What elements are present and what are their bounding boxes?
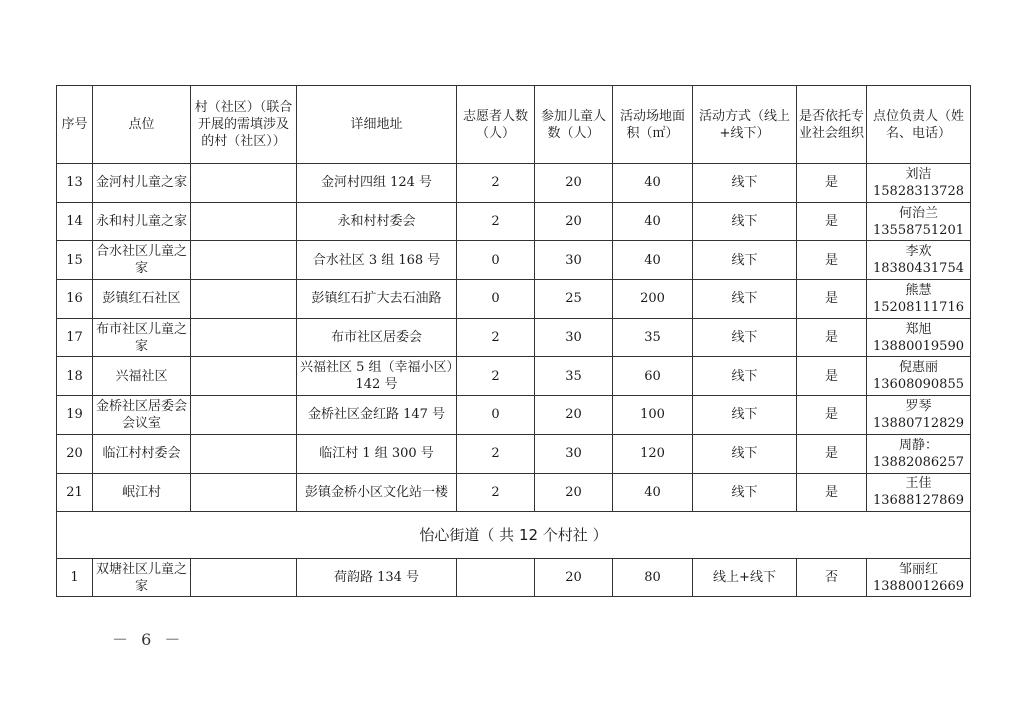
cell-address: 合水社区 3 组 168 号 <box>297 241 457 280</box>
table-row <box>57 241 971 280</box>
cell-volunteers: 2 <box>457 318 535 357</box>
cell-owner <box>867 318 971 357</box>
cell-volunteers: 2 <box>457 164 535 203</box>
cell-children: 35 <box>535 357 613 396</box>
cell-address: 布市社区居委会 <box>297 318 457 357</box>
cell-org: 是 <box>797 473 867 512</box>
owner-phone: 13880012669 <box>873 578 964 594</box>
cell-site: 合水社区儿童之家 <box>93 241 191 280</box>
owner-phone: 15828313728 <box>873 183 964 199</box>
cell-site: 永和村儿童之家 <box>93 202 191 241</box>
cell-volunteers: 2 <box>457 357 535 396</box>
cell-children: 30 <box>535 434 613 473</box>
cell-address: 荷韵路 134 号 <box>297 559 457 597</box>
header-owner: 点位负责人（姓名、电话） <box>867 86 971 164</box>
cell-site: 彭镇红石社区 <box>93 280 191 319</box>
cell-mode: 线下 <box>693 434 797 473</box>
cell-seq: 14 <box>57 202 93 241</box>
cell-site: 金河村儿童之家 <box>93 164 191 203</box>
cell-village <box>191 202 297 241</box>
cell-volunteers: 0 <box>457 396 535 435</box>
owner-phone: 13880712829 <box>873 415 964 431</box>
cell-village <box>191 241 297 280</box>
cell-address: 兴福社区 5 组（幸福小区）142 号 <box>297 357 457 396</box>
header-mode: 活动方式（线上+线下） <box>693 86 797 164</box>
cell-address: 永和村村委会 <box>297 202 457 241</box>
cell-site: 兴福社区 <box>93 357 191 396</box>
header-area: 活动场地面积（㎡） <box>613 86 693 164</box>
cell-owner <box>867 164 971 203</box>
cell-mode: 线下 <box>693 202 797 241</box>
table-row <box>57 164 971 203</box>
cell-owner <box>867 473 971 512</box>
cell-seq: 19 <box>57 396 93 435</box>
cell-children: 25 <box>535 280 613 319</box>
cell-children: 20 <box>535 164 613 203</box>
section-title: 怡心街道（ 共 12 个村社 ） <box>57 512 971 559</box>
table-row <box>57 434 971 473</box>
cell-seq: 20 <box>57 434 93 473</box>
cell-volunteers: 2 <box>457 434 535 473</box>
section-row <box>57 512 971 559</box>
owner-name: 何治兰 <box>898 205 938 221</box>
cell-seq: 16 <box>57 280 93 319</box>
cell-seq: 15 <box>57 241 93 280</box>
cell-children: 30 <box>535 318 613 357</box>
cell-mode: 线上+线下 <box>693 559 797 597</box>
cell-owner <box>867 434 971 473</box>
cell-org: 是 <box>797 280 867 319</box>
cell-mode: 线下 <box>693 396 797 435</box>
cell-volunteers: 0 <box>457 280 535 319</box>
cell-volunteers: 2 <box>457 202 535 241</box>
cell-volunteers: 0 <box>457 241 535 280</box>
cell-owner <box>867 357 971 396</box>
cell-seq: 21 <box>57 473 93 512</box>
data-table <box>56 85 971 597</box>
cell-mode: 线下 <box>693 357 797 396</box>
cell-mode: 线下 <box>693 318 797 357</box>
cell-seq: 18 <box>57 357 93 396</box>
owner-phone: 13558751201 <box>873 222 964 238</box>
cell-area: 100 <box>613 396 693 435</box>
cell-mode: 线下 <box>693 280 797 319</box>
owner-phone: 15208111716 <box>873 299 964 315</box>
cell-mode: 线下 <box>693 164 797 203</box>
owner-name: 周静： <box>898 437 938 453</box>
cell-area: 120 <box>613 434 693 473</box>
page-number: － 6 － <box>112 630 185 649</box>
header-site: 点位 <box>93 86 191 164</box>
header-org: 是否依托专业社会组织 <box>797 86 867 164</box>
cell-seq: 17 <box>57 318 93 357</box>
cell-village <box>191 280 297 319</box>
owner-phone: 13880019590 <box>873 338 964 354</box>
cell-children: 20 <box>535 559 613 597</box>
owner-phone: 18380431754 <box>873 261 964 277</box>
cell-address: 彭镇红石扩大去石油路 <box>297 280 457 319</box>
cell-owner <box>867 396 971 435</box>
cell-area: 40 <box>613 473 693 512</box>
owner-name: 倪惠丽 <box>898 360 938 376</box>
cell-address: 金桥社区金红路 147 号 <box>297 396 457 435</box>
owner-phone: 13882086257 <box>873 454 964 470</box>
cell-org: 是 <box>797 164 867 203</box>
cell-children: 20 <box>535 202 613 241</box>
table-row <box>57 318 971 357</box>
owner-name: 郑旭 <box>905 321 932 337</box>
cell-site: 双塘社区儿童之家 <box>93 559 191 597</box>
cell-area: 40 <box>613 241 693 280</box>
owner-name: 熊慧 <box>905 282 932 298</box>
cell-site: 临江村村委会 <box>93 434 191 473</box>
cell-org: 是 <box>797 434 867 473</box>
header-volunteers: 志愿者人数（人） <box>457 86 535 164</box>
cell-village <box>191 473 297 512</box>
cell-seq: 1 <box>57 559 93 597</box>
header-row <box>57 86 971 164</box>
cell-volunteers: 2 <box>457 473 535 512</box>
owner-name: 王佳 <box>905 476 932 492</box>
cell-site: 金桥社区居委会会议室 <box>93 396 191 435</box>
cell-village <box>191 434 297 473</box>
cell-address: 彭镇金桥小区文化站一楼 <box>297 473 457 512</box>
cell-village <box>191 559 297 597</box>
cell-mode: 线下 <box>693 241 797 280</box>
cell-area: 200 <box>613 280 693 319</box>
cell-owner <box>867 202 971 241</box>
cell-village <box>191 357 297 396</box>
cell-children: 20 <box>535 473 613 512</box>
header-children: 参加儿童人数（人） <box>535 86 613 164</box>
cell-org: 否 <box>797 559 867 597</box>
cell-owner <box>867 280 971 319</box>
header-address: 详细地址 <box>297 86 457 164</box>
cell-village <box>191 318 297 357</box>
cell-area: 35 <box>613 318 693 357</box>
cell-address: 金河村四组 124 号 <box>297 164 457 203</box>
cell-site: 岷江村 <box>93 473 191 512</box>
header-seq: 序号 <box>57 86 93 164</box>
cell-owner <box>867 559 971 597</box>
table-row <box>57 559 971 597</box>
cell-area: 80 <box>613 559 693 597</box>
cell-org: 是 <box>797 202 867 241</box>
cell-volunteers <box>457 559 535 597</box>
cell-org: 是 <box>797 318 867 357</box>
cell-mode: 线下 <box>693 473 797 512</box>
cell-children: 20 <box>535 396 613 435</box>
cell-org: 是 <box>797 241 867 280</box>
owner-name: 李欢 <box>905 244 932 260</box>
cell-village <box>191 164 297 203</box>
table-row <box>57 473 971 512</box>
owner-name: 刘洁 <box>905 166 932 182</box>
cell-area: 40 <box>613 202 693 241</box>
cell-area: 40 <box>613 164 693 203</box>
table-row <box>57 396 971 435</box>
header-village: 村（社区）（联合开展的需填涉及的村（社区）） <box>191 86 297 164</box>
cell-org: 是 <box>797 396 867 435</box>
owner-phone: 13688127869 <box>873 493 964 509</box>
cell-village <box>191 396 297 435</box>
cell-address: 临江村 1 组 300 号 <box>297 434 457 473</box>
owner-name: 邹丽红 <box>898 561 938 577</box>
cell-org: 是 <box>797 357 867 396</box>
cell-site: 布市社区儿童之家 <box>93 318 191 357</box>
table-row <box>57 357 971 396</box>
owner-phone: 13608090855 <box>873 377 964 393</box>
table-row <box>57 202 971 241</box>
owner-name: 罗琴 <box>905 398 932 414</box>
cell-children: 30 <box>535 241 613 280</box>
cell-owner <box>867 241 971 280</box>
table-row <box>57 280 971 319</box>
cell-seq: 13 <box>57 164 93 203</box>
cell-area: 60 <box>613 357 693 396</box>
